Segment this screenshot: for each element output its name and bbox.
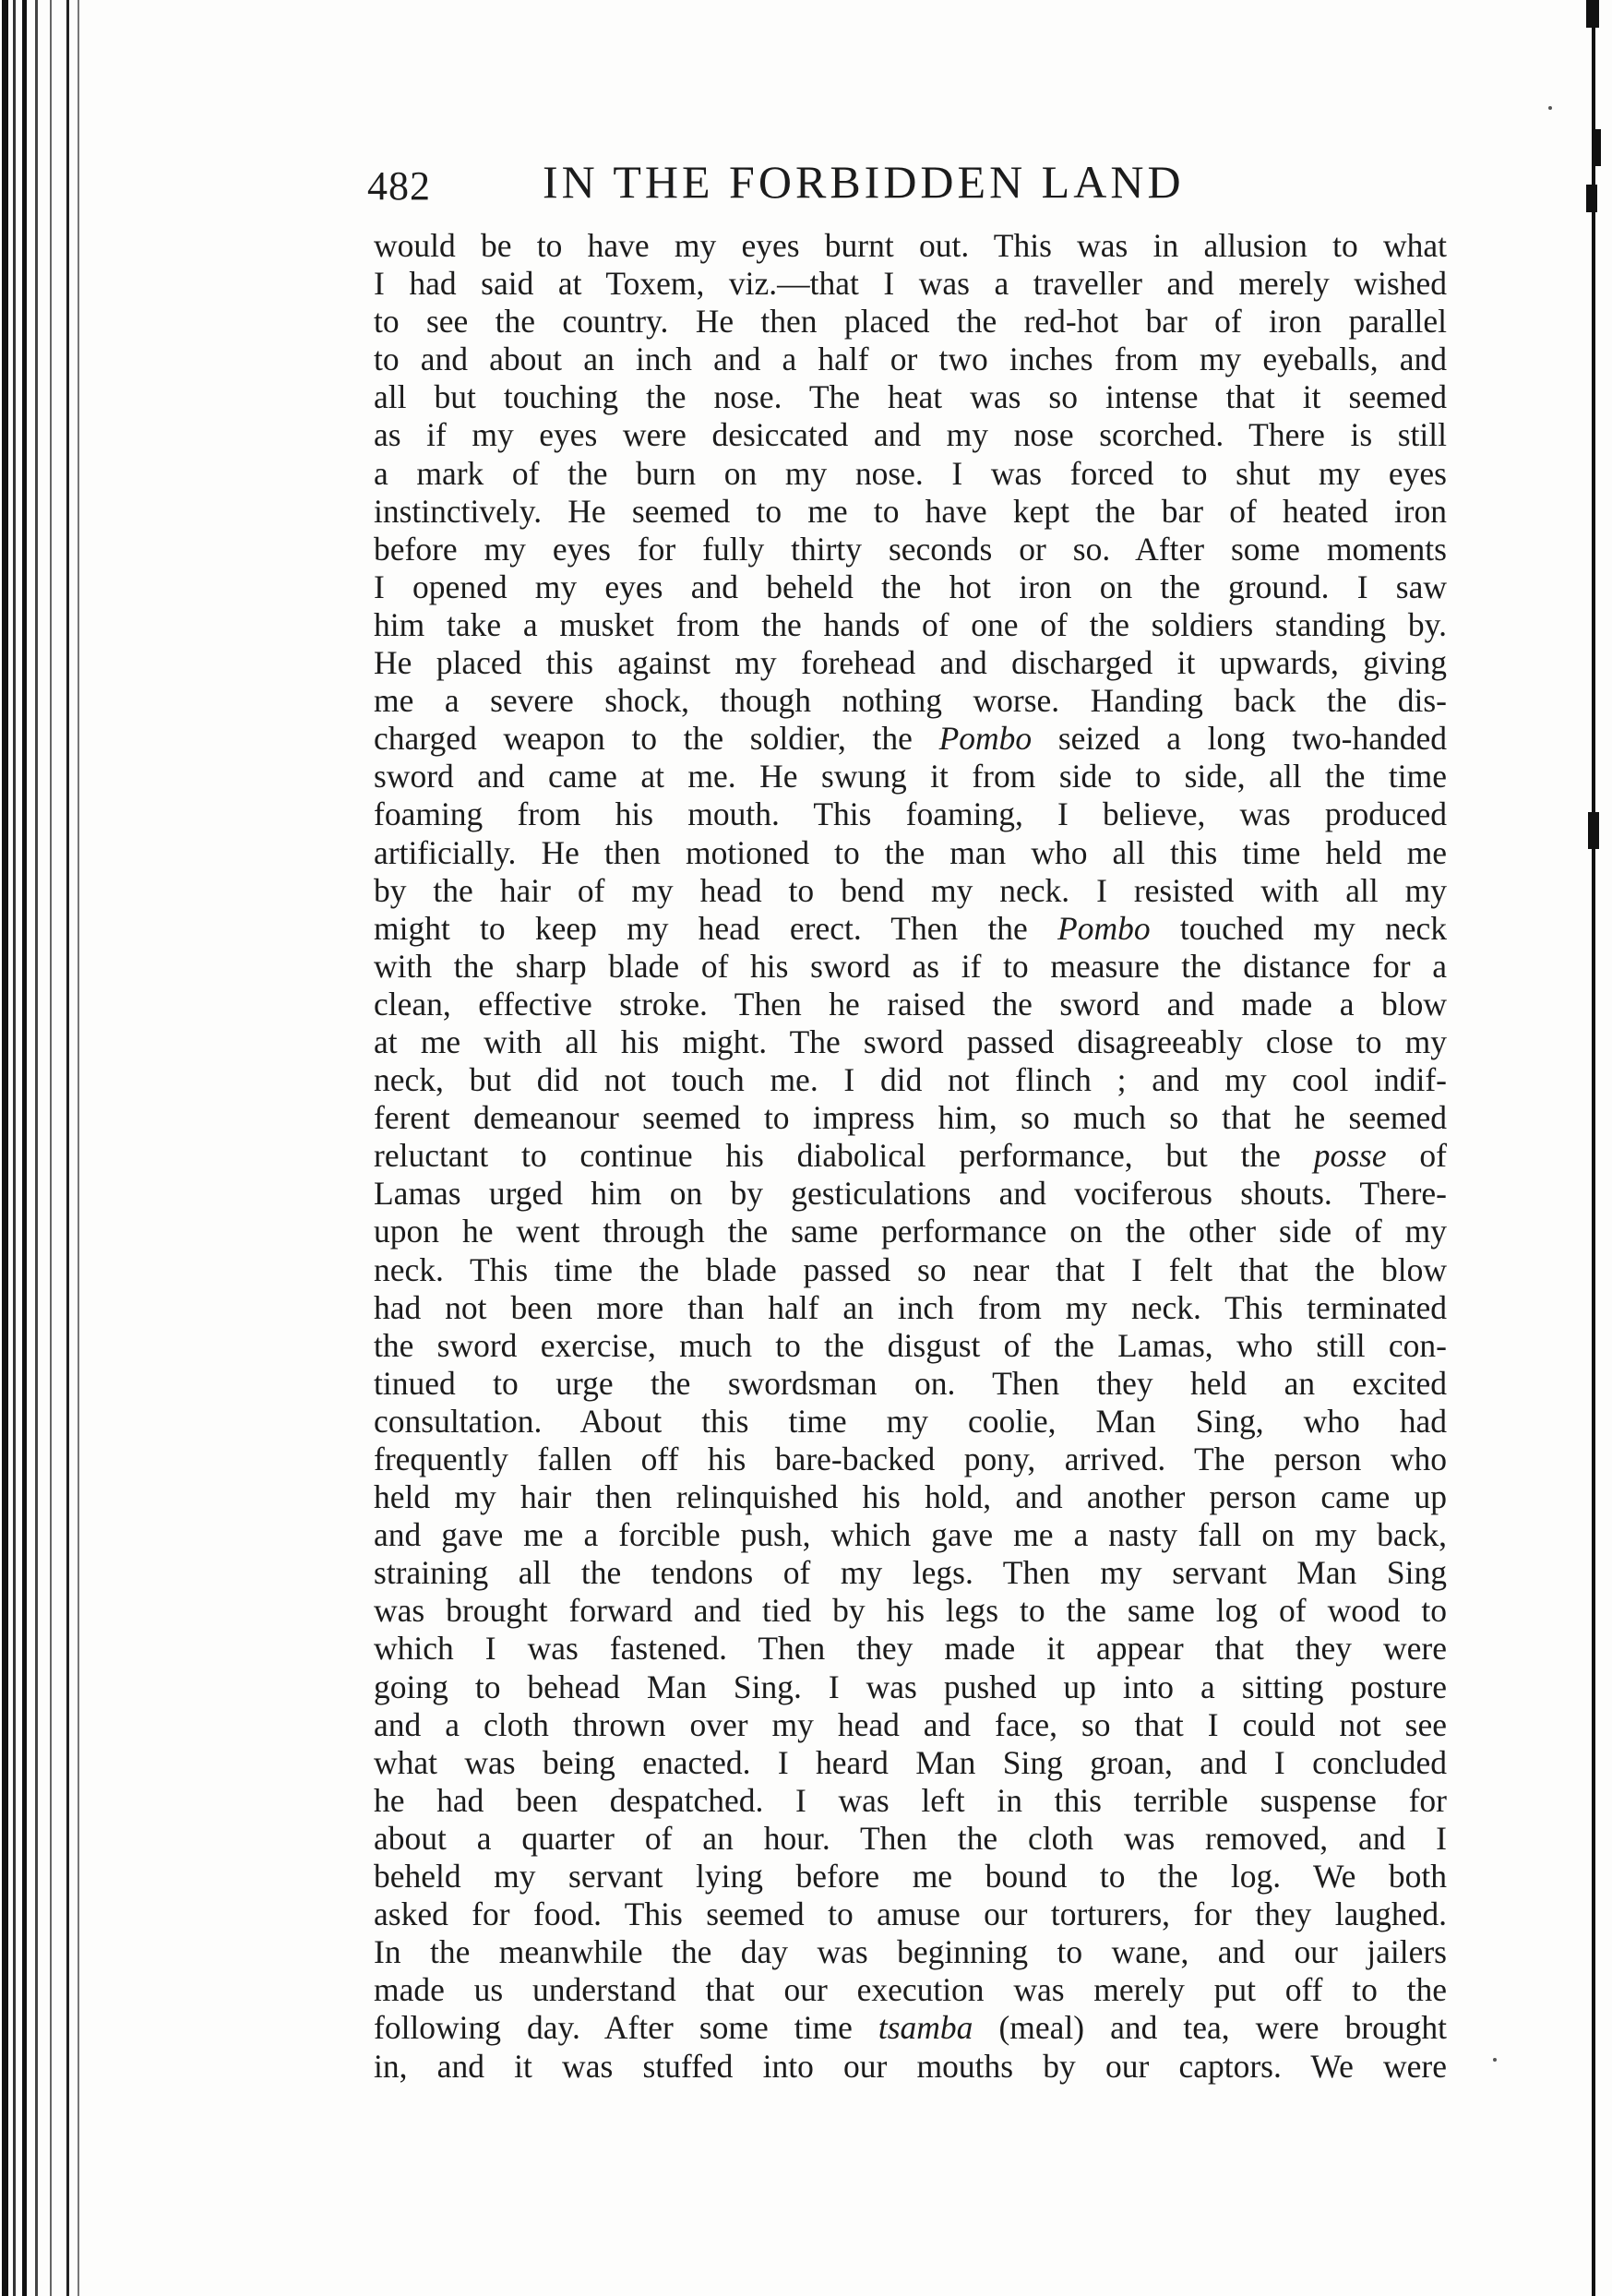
text-line: following day. After some time tsamba (meal) and tea, were brought <box>374 2009 1447 2047</box>
text-line: would be to have my eyes burnt out. This was in allusion to what <box>374 227 1447 264</box>
text-line: neck, but did not touch me. I did not flinch ; and my cool indif- <box>374 1061 1447 1099</box>
text-line: in, and it was stuffed into our mouths by our captors. We were <box>374 2047 1447 2085</box>
text-line: going to behead Man Sing. I was pushed up into a sitting posture <box>374 1668 1447 1705</box>
text-line: to and about an inch and a half or two inches from my eyeballs, and <box>374 341 1447 378</box>
text-line: artificially. He then motioned to the man who all this time held me <box>374 833 1447 871</box>
running-head: IN THE FORBIDDEN LAND <box>543 156 1185 208</box>
body-text <box>374 227 1447 2086</box>
text-line: and gave me a forcible push, which gave me a nasty fall on my back, <box>374 1516 1447 1554</box>
text-line: all but touching the nose. The heat was so intense that it seemed <box>374 378 1447 416</box>
text-line: by the hair of my head to bend my neck. I resisted with all my <box>374 871 1447 909</box>
text-line: had not been more than half an inch from my neck. This terminated <box>374 1288 1447 1326</box>
text-line: before my eyes for fully thirty seconds or so. After some moments <box>374 530 1447 568</box>
text-line: the sword exercise, much to the disgust of the Lamas, who still con- <box>374 1326 1447 1364</box>
page-number: 482 <box>367 163 431 209</box>
text-line: a mark of the burn on my nose. I was forced to shut my eyes <box>374 454 1447 492</box>
text-line: to see the country. He then placed the red-hot bar of iron parallel <box>374 303 1447 341</box>
page-header <box>367 155 1456 220</box>
text-line: at me with all his might. The sword passed disagreeably close to my <box>374 1022 1447 1060</box>
text-line: He placed this against my forehead and discharged it upwards, giving <box>374 644 1447 682</box>
text-line: he had been despatched. I was left in this terrible suspense for <box>374 1781 1447 1819</box>
binding-edge-left <box>0 0 83 2296</box>
text-line: I opened my eyes and beheld the hot iron on the ground. I saw <box>374 568 1447 605</box>
text-line: him take a musket from the hands of one of the soldiers standing by. <box>374 605 1447 643</box>
text-line: clean, effective stroke. Then he raised the sword and made a blow <box>374 985 1447 1022</box>
text-line: beheld my servant lying before me bound to the log. We both <box>374 1858 1447 1895</box>
text-line: what was being enacted. I heard Man Sing groan, and I concluded <box>374 1743 1447 1781</box>
text-line: straining all the tendons of my legs. Then my servant Man Sing <box>374 1554 1447 1592</box>
text-line: reluctant to continue his diabolical performance, but the posse of <box>374 1137 1447 1175</box>
text-line: Lamas urged him on by gesticulations and vociferous shouts. There- <box>374 1175 1447 1213</box>
text-line: consultation. About this time my coolie, Man Sing, who had <box>374 1402 1447 1440</box>
text-line: me a severe shock, though nothing worse. Handing back the dis- <box>374 682 1447 720</box>
text-line: asked for food. This seemed to amuse our torturers, for they laughed. <box>374 1895 1447 1933</box>
text-line: was brought forward and tied by his legs to the same log of wood to <box>374 1592 1447 1630</box>
text-line: sword and came at me. He swung it from side to side, all the time <box>374 758 1447 795</box>
text-line: foaming from his mouth. This foaming, I believe, was produced <box>374 795 1447 833</box>
text-line: about a quarter of an hour. Then the cloth was removed, and I <box>374 1819 1447 1857</box>
text-line: In the meanwhile the day was beginning to wane, and our jailers <box>374 1933 1447 1971</box>
binding-edge-right <box>1566 0 1612 2296</box>
text-line: which I was fastened. Then they made it appear that they were <box>374 1630 1447 1668</box>
text-line: as if my eyes were desiccated and my nose scorched. There is still <box>374 416 1447 454</box>
text-line: neck. This time the blade passed so near that I felt that the blow <box>374 1250 1447 1288</box>
text-line: tinued to urge the swordsman on. Then they held an excited <box>374 1364 1447 1402</box>
text-line: made us understand that our execution was merely put off to the <box>374 1971 1447 2009</box>
text-line: might to keep my head erect. Then the Pombo touched my neck <box>374 909 1447 947</box>
text-line: with the sharp blade of his sword as if to measure the distance for a <box>374 947 1447 985</box>
text-line: held my hair then relinquished his hold, and another person came up <box>374 1478 1447 1516</box>
text-line: ferent demeanour seemed to impress him, so much so that he seemed <box>374 1099 1447 1137</box>
text-line: I had said at Toxem, viz.—that I was a traveller and merely wished <box>374 265 1447 303</box>
text-line: charged weapon to the soldier, the Pombo seized a long two-handed <box>374 720 1448 758</box>
text-line: instinctively. He seemed to me to have kept the bar of heated iron <box>374 492 1447 530</box>
text-line: upon he went through the same performance on the other side of my <box>374 1213 1447 1250</box>
text-line: and a cloth thrown over my head and face, so that I could not see <box>374 1705 1447 1743</box>
text-line: frequently fallen off his bare-backed pony, arrived. The person who <box>374 1441 1447 1477</box>
